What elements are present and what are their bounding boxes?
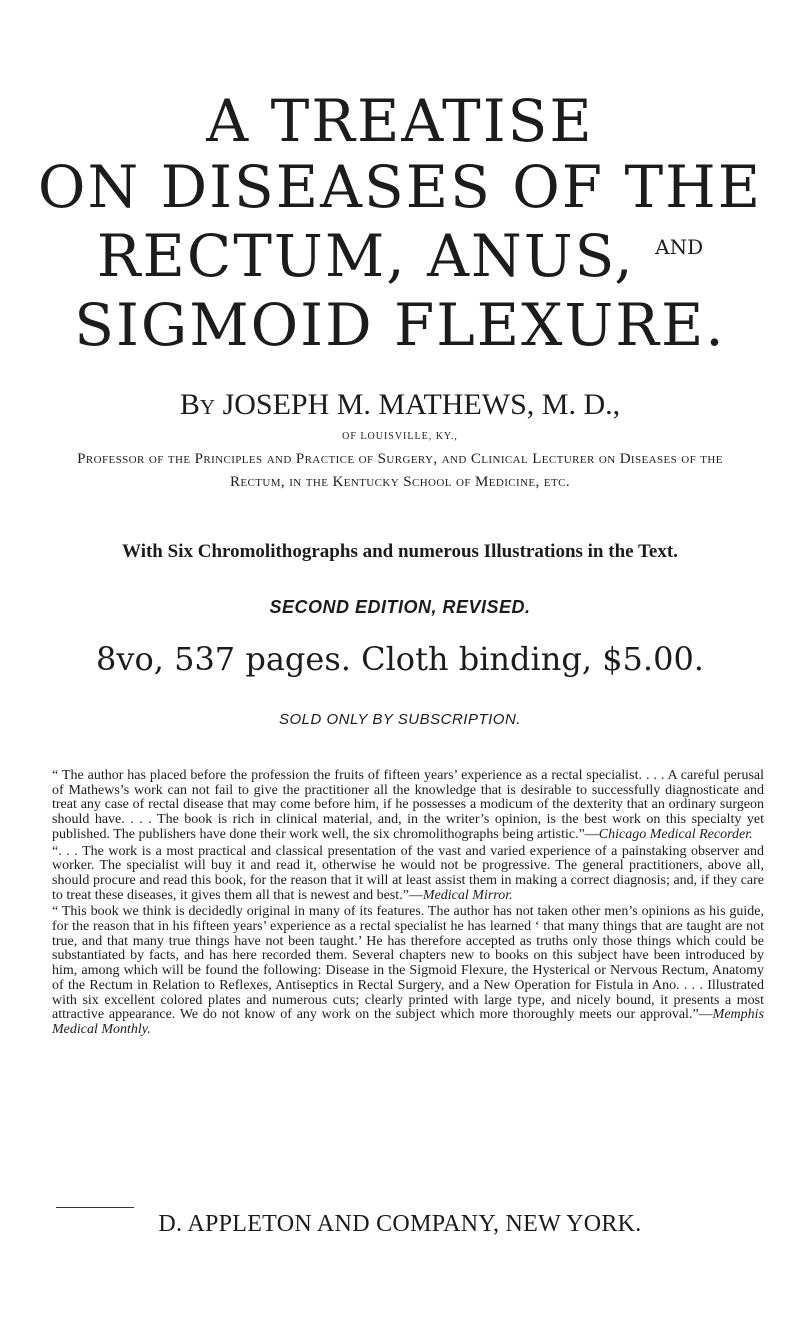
title-line-1: A TREATISE	[206, 87, 594, 155]
title-line-2: ON DISEASES OF THE	[37, 153, 763, 221]
review-list	[52, 769, 764, 1040]
divider-rule	[56, 1207, 134, 1208]
edition-note: SECOND EDITION, REVISED.	[269, 597, 531, 617]
subscription-note: SOLD ONLY BY SUBSCRIPTION.	[279, 711, 521, 728]
author-location: OF LOUISVILLE, KY.,	[342, 431, 458, 442]
review-source: Memphis Medical Monthly.	[52, 1007, 764, 1037]
publisher-line: D. APPLETON AND COMPANY, NEW YORK.	[158, 1211, 642, 1237]
review-item	[52, 845, 764, 904]
by-label: By	[179, 388, 216, 421]
title-and: AND	[655, 235, 704, 259]
review-source: Medical Mirror.	[422, 887, 513, 903]
author-byline	[0, 388, 800, 422]
price-line: 8vo, 537 pages. Cloth binding, $5.00.	[96, 640, 704, 678]
author-name: JOSEPH M. MATHEWS, M. D.,	[222, 388, 621, 421]
review-text: “ This book we think is decidedly original in many of its features. The author has not taken other men’s opinions as his guide, for the reason that in his fifteen years’ experience as a rectal specialist he has learned ‘ that many things that are taught are not true, and that many true things have not been taught.’ He has therefore accepted as truths only those things which could be substantiated by facts, and has here recorded them. Several chapters new to books on this subject have been introduced by him, among which will be found the following: Disease in the Sigmoid Flexure, the Hysterical or Nervous Rectum, Anatomy of the Rectum in Relation to Reflexes, Antiseptics in Rectal Surgery, and a New Operation for Fistula in Ano. . . . Illustrated with six excellent colored plates and numerous cuts; clearly printed with large type, and nicely bound, it presents a most attractive appearance. We do not know of any work on the subject which more thoroughly meets our approval.”—	[52, 904, 764, 1023]
review-text: “. . . The work is a most practical and classical presentation of the vast and varied experience of a painstaking observer and worker. The specialist will buy it and read it, otherwise he would not be progressive. The general practitioners, above all, should procure and read this book, for the reason that it will at least assist them in making a correct diagnosis; and, if they care to treat these diseases, it gives them all that is newest and best.”—	[52, 843, 764, 903]
author-position: Professor of the Principles and Practice of Surgery, and Clinical Lecturer on Diseases of the Rectum, in the Kentucky School of Medicine, etc.	[77, 451, 723, 490]
review-text: “ The author has placed before the profession the fruits of fifteen years’ experience as a rectal specialist. . . . A careful perusal of Mathews’s work can not fail to give the practitioner all the knowledge that is desirable to successfully diagnosticate and treat any case of rectal disease that may come before him, if he possesses a modicum of the dexterity that an ordinary surgeon should have. . . . The book is rich in clinical material, and, in the writer’s opinion, is the best work on this specialty yet published. The publishers have done their work well, the six chromolithographs being artistic.”—	[52, 768, 764, 842]
review-item	[52, 769, 764, 843]
illustrations-note: With Six Chromolithographs and numerous Illustrations in the Text.	[122, 541, 678, 562]
review-source: Chicago Medical Recorder.	[598, 826, 753, 842]
title-line-3	[0, 222, 800, 290]
title-line-3-main: RECTUM, ANUS,	[96, 222, 635, 290]
title-line-4: SIGMOID FLEXURE.	[74, 291, 726, 359]
review-item	[52, 905, 764, 1037]
